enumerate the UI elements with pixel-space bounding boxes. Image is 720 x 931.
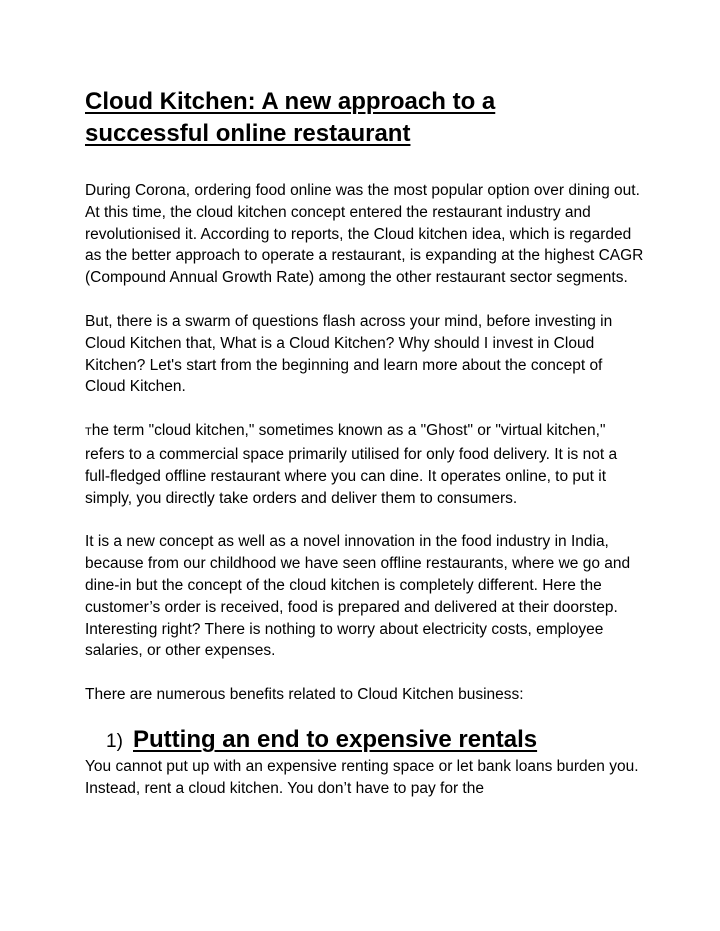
section-heading-1 [85,726,645,754]
paragraph-definition-text: he term "cloud kitchen," sometimes known as a "Ghost" or "virtual kitchen," refers to a commercial space primarily utilised for only food delivery. It is not a full-fledged offline restaurant where you can dine. It operates online, to put it simply, you directly take orders and deliver them to consumers. [85,422,618,507]
section-1-body: You cannot put up with an expensive renting space or let bank loans burden you. Instead, rent a cloud kitchen. You don’t have to pay for the [85,757,639,797]
paragraph-questions: But, there is a swarm of questions flash across your mind, before investing in Cloud Kitchen that, What is a Cloud Kitchen? Why should I invest in Cloud Kitchen? Let's start from the beginning and learn more about the concept of Cloud Kitchen. [85,312,613,396]
paragraph-innovation: It is a new concept as well as a novel innovation in the food industry in India, because from our childhood we have seen offline restaurants, where we go and dine-in but the concept of the cloud kitchen is completely different. Here the customer’s order is received, food is prepared and delivered at their doorstep. Interesting right? There is nothing to worry about electricity costs, employee salaries, or other expenses. [85,533,631,660]
document-title-line-1: Cloud Kitchen: A new approach to a [85,88,496,115]
section-number: 1) [106,730,123,752]
paragraph-definition-initial: T [85,426,92,439]
document-title-line-2: successful online restaurant [85,120,411,147]
document-title [85,86,645,150]
document-page [85,86,645,800]
paragraph-definition [85,420,645,509]
paragraph-benefits-intro: There are numerous benefits related to Cloud Kitchen business: [85,686,524,704]
paragraph-corona: During Corona, ordering food online was the most popular option over dining out. At this time, the cloud kitchen concept entered the restaurant industry and revolutionised it. According to reports, the Cloud kitchen idea, which is regarded as the better approach to operate a restaurant, is expanding at the highest CAGR (Compound Annual Growth Rate) among the other restaurant sector segments. [85,182,644,287]
section-title: Putting an end to expensive rentals [133,725,538,753]
